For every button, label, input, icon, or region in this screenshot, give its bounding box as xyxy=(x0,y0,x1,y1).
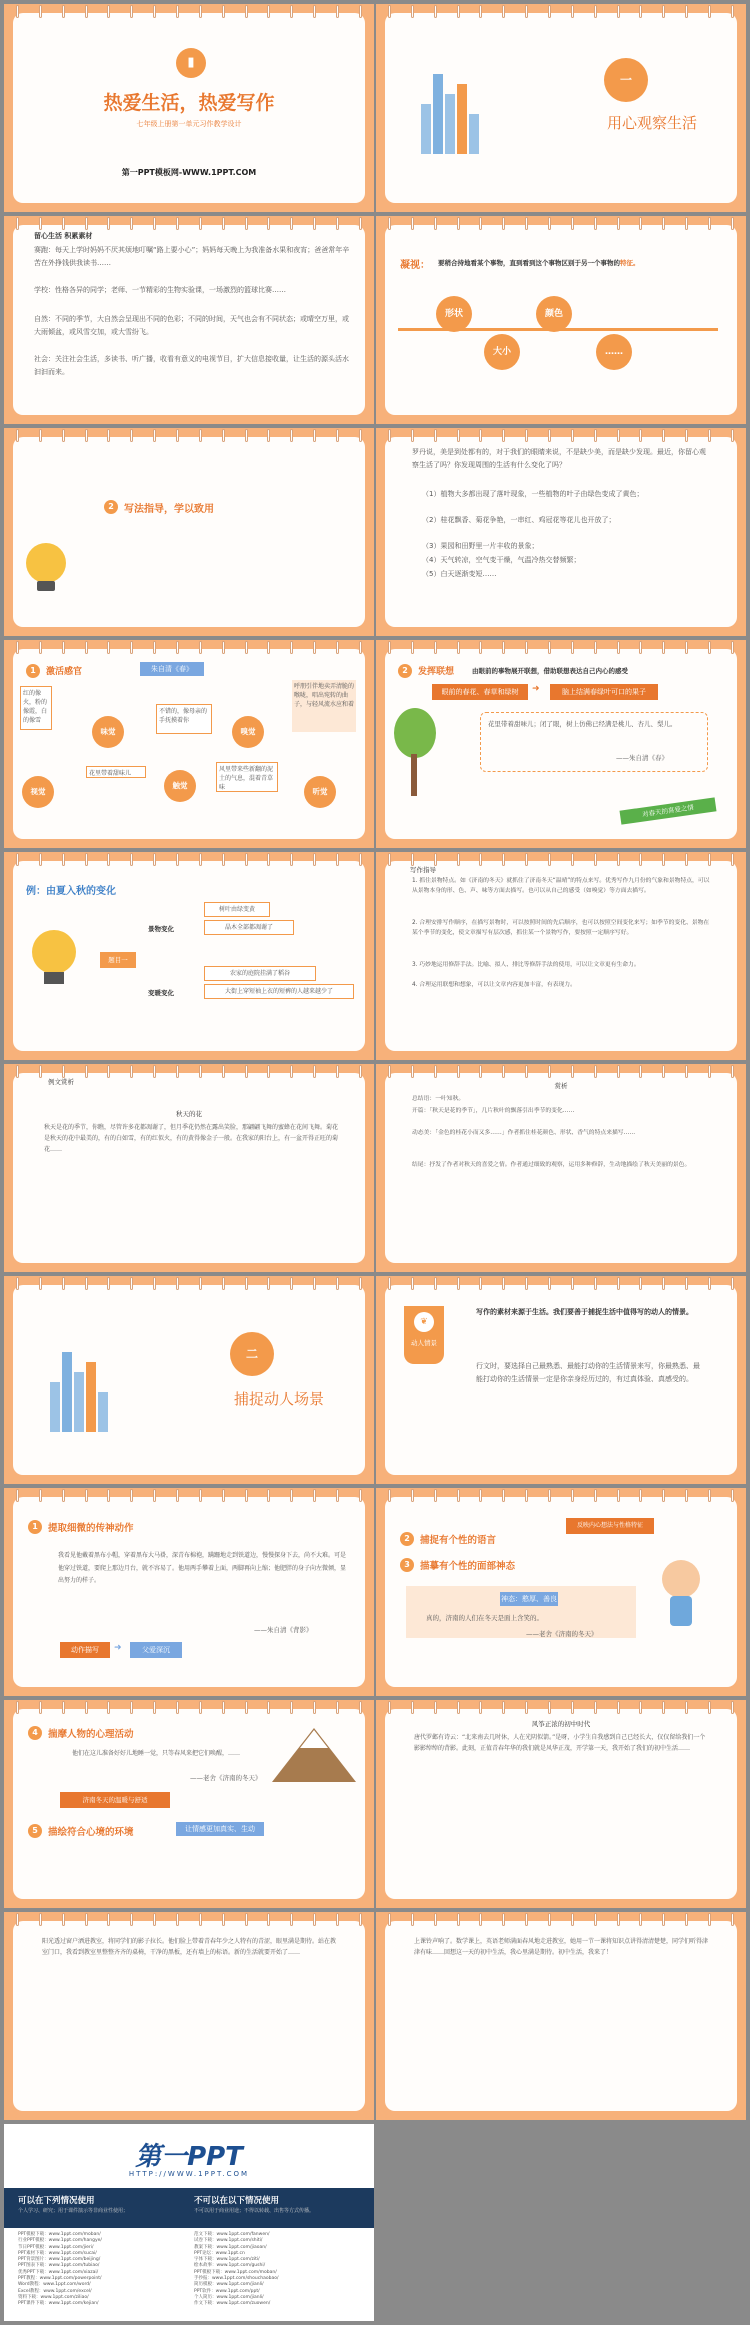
slide-1[interactable] xyxy=(4,4,374,212)
slide-card xyxy=(13,649,365,839)
footer-link[interactable]: PPT课件下载：www.1ppt.com/kejian/ xyxy=(18,2301,99,2307)
footer-link[interactable]: PPT论坛：www.1ppt.cn xyxy=(194,2250,245,2256)
footer-link[interactable]: 行业PPT模板：www.1ppt.com/hangye/ xyxy=(18,2238,102,2244)
imagined-object-box: 脑上结满春绿叶可口的果子 xyxy=(550,684,658,700)
binding-rings xyxy=(16,1701,362,1715)
analysis-4: 结尾：抒发了作者对秋天的喜爱之情。作者通过细致的观察，运用多种修辞，生动地描绘了秋天美丽的景色。 xyxy=(412,1162,691,1168)
slide-10[interactable] xyxy=(376,852,746,1060)
essay-body: 秋天是花的季节，你瞧，尽管许多花都凋谢了，但月季花仍然在露出笑脸，那翩翩飞舞的蜜蜂在花间飞舞。菊花是秋天的花中最美的，有的白如雪，有的红似火，有的黄得像金子一般。在我家的阳台上，有一盆开得正旺的菊花…… xyxy=(44,1124,339,1153)
snow-cap xyxy=(300,1730,328,1748)
quote-text: 真的，济南的人们在冬天是面上含笑的。 xyxy=(426,1614,543,1622)
paragraph-2: 行文时，要选择自己最熟悉、最能打动你的生活情景来写，你最熟悉、最能打动你的生活情景一定是你亲身经历过的，有过真体验、真感受的。 xyxy=(476,1362,700,1383)
sense-hearing: 听觉 xyxy=(304,776,336,808)
binding-rings xyxy=(388,1701,734,1715)
tree-icon xyxy=(386,708,442,796)
binding-rings xyxy=(388,1489,734,1503)
section-number-2: 2 xyxy=(400,1532,414,1546)
binding-rings xyxy=(16,217,362,231)
expression-tag: 神态：憨厚、善良 xyxy=(500,1592,558,1606)
sense-sight: 视觉 xyxy=(22,776,54,808)
slide-17[interactable] xyxy=(4,1700,374,1908)
nose-quote: 风里带来些新翻的泥土的气息，混着青草味 xyxy=(216,762,278,792)
branch-scenery: 景物变化 xyxy=(148,925,174,933)
link-list-left xyxy=(18,2232,188,2308)
section-number: 1 xyxy=(28,1520,42,1534)
essay-body: 上课铃声响了。数学课上，英语老师满面春风地走进教室，她用一节一课将知识点讲得清清楚楚，同学们听得津津有味……回想这一天的初中生活，我心里满是期待。初中生活，我来了！ xyxy=(414,1938,709,1956)
section-title: 用心观察生活 xyxy=(606,114,697,132)
slide-8[interactable] xyxy=(376,640,746,848)
slide-2[interactable] xyxy=(376,4,746,212)
essay-body: 唐代罗邺有诗云：“北来南去几时休，人在光阴似箭。”是呀，小学生自我感到自己已经长大，仅仅留给我们一个影影绰绰的背影。此刻，正值青春年华的我们就是风华正茂，开学第一天，我开始了我们的初中生活…… xyxy=(414,1734,706,1752)
slide-7[interactable] xyxy=(4,640,374,848)
source-tag: 朱自清《春》 xyxy=(140,662,204,676)
forbidden-desc: 不可以用于商业用途；不得以转载、出售等方式传播。 xyxy=(194,2208,315,2214)
paragraph-nature: 自然：不同的季节，大自然会呈现出不同的色彩；不同的时间，天气也会有不同状态；或晴空万里，或大雨倾盆，或风雪交加，或大雪纷飞。 xyxy=(34,315,349,336)
binding-rings xyxy=(16,853,362,867)
tip-3: 3. 巧妙地运用修辞手法。比喻、拟人、排比等修辞手法的使用，可以让文章更有生命力。 xyxy=(412,962,640,968)
footer-link[interactable]: Excel教程：www.1ppt.com/excel/ xyxy=(18,2288,92,2294)
effect-tag: 父爱深沉 xyxy=(130,1642,182,1658)
link-list-right xyxy=(194,2232,364,2308)
analysis-1: 总结语：一叶知秋。 xyxy=(412,1096,465,1102)
quote-author: ——老舍《济南的冬天》 xyxy=(526,1630,598,1638)
slide-18[interactable] xyxy=(376,1700,746,1908)
slide-4[interactable] xyxy=(376,216,746,424)
boy-illustration xyxy=(662,1560,700,1598)
observation-1: （1）植物大多都出现了落叶现象，一些植物的叶子由绿色变成了黄色； xyxy=(422,490,644,498)
intro-text: 罗丹说，美是到处都有的，对于我们的眼睛来说，不是缺少美，而是缺少发现。最近，你留心观察生活了吗？你发现周围的生活有什么变化了吗？ xyxy=(412,448,706,469)
slide-16[interactable] xyxy=(376,1488,746,1696)
technique-tag: 动作描写 xyxy=(60,1642,110,1658)
section-title: 提取细微的传神动作 xyxy=(48,1523,134,1534)
slide-13[interactable] xyxy=(4,1276,374,1484)
slide-11[interactable] xyxy=(4,1064,374,1272)
slide-20[interactable] xyxy=(376,1912,746,2120)
allowed-title: 可以在下列情况使用 xyxy=(18,2196,95,2206)
footer-link[interactable]: 字体下载：www.1ppt.com/ziti/ xyxy=(194,2257,260,2263)
forbidden-title: 不可以在以下情况使用 xyxy=(194,2196,280,2206)
quote-text: 我看见他戴着黑布小帽，穿着黑布大马褂，深青布棉袍，蹒跚地走到铁道边，慢慢探身下去，尚不大难。可是他穿过铁道，要爬上那边月台，就不容易了。他用两手攀着上面，两脚再向上缩；他肥胖的身子向左微倾，显出努力的样子。 xyxy=(58,1552,347,1584)
footer-link[interactable]: 资料下载：www.1ppt.com/ziliao/ xyxy=(18,2294,89,2300)
footer-link[interactable]: 作文下载：www.1ppt.com/zuowen/ xyxy=(194,2301,271,2307)
sight-quote: 红的像火，粉的像霞，白的像雪 xyxy=(20,686,52,730)
present-object-box: 眼前的春花、春草和绿树 xyxy=(432,684,528,700)
leaf-1: 树叶由绿变黄 xyxy=(204,902,270,917)
quote-author: ——朱自清《春》 xyxy=(616,754,668,762)
essay-body: 阳光透过窗户洒进教室，将同学们的影子拉长。他们脸上带着青春年少之人特有的青涩，眼里满是期待。站在教室门口，我看到教室里整整齐齐的桌椅，干净的黑板，还有墙上的标语。新的生活就要开始了…… xyxy=(42,1938,337,1956)
slide-heading: 写作指导 xyxy=(410,866,436,874)
binding-rings xyxy=(388,217,734,231)
footer-link[interactable]: 教案下载：www.1ppt.com/jiaoan/ xyxy=(194,2244,267,2250)
section-number-badge: 二 xyxy=(230,1332,274,1376)
slide-card xyxy=(13,437,365,627)
section-number-3: 3 xyxy=(400,1558,414,1572)
section-title: 捕捉动人场景 xyxy=(233,1390,324,1408)
footer-link[interactable]: 简历模板：www.1ppt.com/jianli/ xyxy=(194,2282,264,2288)
observation-3: （3）果园和田野里一片丰收的景象； xyxy=(422,542,539,550)
paragraph-family: 赛跑：每天上学时妈妈不厌其烦地叮嘱“路上要小心”；妈妈每天晚上为我准备水果和夜宵；爸爸常年辛苦在外挣钱供我读书…… xyxy=(34,246,350,267)
slide-title: 热爱生活，热爱写作 xyxy=(103,92,275,114)
section-number-4: 4 xyxy=(28,1726,42,1740)
binding-rings xyxy=(16,1913,362,1927)
binding-rings xyxy=(388,1065,734,1079)
leaf-icon: ❦ xyxy=(414,1312,434,1332)
slide-14[interactable] xyxy=(376,1276,746,1484)
reading-person-illustration xyxy=(421,64,481,154)
section-title-5: 描绘符合心境的环境 xyxy=(48,1827,134,1838)
section-title: 发挥联想 xyxy=(418,667,455,677)
slide-subtitle: 七年级上册第一单元习作教学设计 xyxy=(136,120,242,128)
quote-author: ——朱自清《背影》 xyxy=(254,1626,313,1634)
purpose-tag: 反映内心想法与性格特征 xyxy=(566,1518,654,1534)
binding-rings xyxy=(16,1277,362,1291)
feature-shape: 形状 xyxy=(436,296,472,332)
analysis-2: 开篇：「秋天是花的季节」，几片秋叶的飘落引出季节的变化…… xyxy=(412,1108,575,1114)
analysis-3: 动态美：「金色的桂花小而又多……」作者抓住桂花颜色、形状、香气的特点来描写…… xyxy=(412,1130,636,1136)
section-title: 激活感官 xyxy=(46,667,83,677)
lightbulb-base xyxy=(37,581,55,591)
example-title: 例：由夏入秋的变化 xyxy=(26,886,116,897)
binding-rings xyxy=(16,641,362,655)
section-title-3: 描摹有个性的面部神态 xyxy=(420,1561,516,1572)
quote-text: 花里带着甜味儿；闭了眼，树上仿佛已经满是桃儿、杏儿、梨儿。 xyxy=(488,720,677,728)
leaf-2: 晶木全部都凋谢了 xyxy=(204,920,294,935)
footer-slide[interactable] xyxy=(4,2124,374,2321)
smell-quote: 花里带着甜味儿 xyxy=(86,766,146,778)
slide-card xyxy=(13,1073,365,1263)
slide-9[interactable] xyxy=(4,852,374,1060)
footer-link[interactable]: PPT模板下载：www.1ppt.com/moban/ xyxy=(194,2269,277,2275)
footer-link[interactable]: 优秀PPT下载：www.1ppt.com/xiazai/ xyxy=(18,2269,99,2275)
section-title-2: 捕捉有个性的语言 xyxy=(420,1535,497,1546)
quote-text: 他们在这儿准备好好儿地睡一觉，只等春风来把它们唤醒，…… xyxy=(72,1750,241,1757)
slide-15[interactable] xyxy=(4,1488,374,1696)
section-subtitle: 由眼前的事物展开联想，借助联想表达自己内心的感受 xyxy=(472,667,628,675)
feature-more: …… xyxy=(596,334,632,370)
slide-heading: 例文赏析 xyxy=(48,1078,74,1086)
sense-smell-2: 嗅觉 xyxy=(232,716,264,748)
lightbulb-base xyxy=(44,972,64,984)
slide-3[interactable] xyxy=(4,216,374,424)
feature-color: 颜色 xyxy=(536,296,572,332)
binding-rings xyxy=(388,1913,734,1927)
footer-link[interactable]: 试卷下载：www.1ppt.com/shiti/ xyxy=(194,2238,263,2244)
footer-link[interactable]: 绘本故事：www.1ppt.com/gushi/ xyxy=(194,2263,266,2269)
book-icon: ▮ xyxy=(176,48,206,78)
mindmap-center: 题目一 xyxy=(100,952,136,968)
paragraph-school: 学校：性格各异的同学；老师、一节精彩的生物实验课，一场激烈的篮球比赛…… xyxy=(34,286,286,294)
reading-person-illustration xyxy=(50,1342,110,1432)
binding-rings xyxy=(16,5,362,19)
badge-label: 动人情景 xyxy=(411,1339,437,1347)
arrow-icon: ➜ xyxy=(114,1643,122,1653)
section-number-5: 5 xyxy=(28,1824,42,1838)
footer-link[interactable]: PPT图表下载：www.1ppt.com/tubiao/ xyxy=(18,2263,100,2269)
section-number: 2 xyxy=(398,664,412,678)
binding-rings xyxy=(388,429,734,443)
lightbulb-icon xyxy=(26,543,66,583)
section-title-4: 揣摩人物的心理活动 xyxy=(48,1729,134,1740)
binding-rings xyxy=(16,1489,362,1503)
binding-rings xyxy=(388,1277,734,1291)
mood-tag: 济南冬天的温暖与舒适 xyxy=(60,1792,170,1808)
quote-author: ——老舍《济南的冬天》 xyxy=(190,1774,262,1782)
footer-link[interactable]: 手抄报：www.1ppt.com/shouchaobao/ xyxy=(194,2276,279,2282)
sense-smell: 味觉 xyxy=(92,716,124,748)
paragraph-1: 写作的素材来源于生活。我们要善于捕捉生活中值得写的动人的情景。 xyxy=(476,1308,693,1316)
brand-logo: 第一PPT xyxy=(135,2142,243,2172)
emotion-badge: 对春天的喜爱之情 xyxy=(619,797,716,824)
effect-tag: 让情感更加真实、生动 xyxy=(176,1822,264,1836)
tip-2: 2. 合理安排写作顺序，在描写景物时，可以按照时间的先后顺序，也可以按照空间变化来写；如季节的变化、景物在某个季节的变化，使文章描写有层次感，抓住某一个景物写作，要按照一定顺序写好。 xyxy=(412,920,710,936)
slide-heading: 赏析 xyxy=(554,1082,568,1090)
sense-touch: 触觉 xyxy=(164,770,196,802)
section-number: 1 xyxy=(26,664,40,678)
leaf-4: 大街上穿短袖上衣的短裤的人越来越少了 xyxy=(204,984,354,999)
observation-2: （2）桂花飘香、菊花争艳，一串红、鸡冠花等花儿也开放了； xyxy=(422,516,616,524)
slide-6[interactable] xyxy=(376,428,746,636)
footer-link[interactable]: 个人简历：www.1ppt.com/jianli/ xyxy=(194,2294,264,2300)
binding-rings xyxy=(388,853,734,867)
binding-rings xyxy=(388,5,734,19)
leaf-3: 农家的庭院挂满了稻谷 xyxy=(204,966,316,981)
slide-12[interactable] xyxy=(376,1064,746,1272)
site-label: 第一PPT模板网-WWW.1PPT.COM xyxy=(121,168,257,177)
section-number-badge: 一 xyxy=(604,58,648,102)
term-definition: 要稍合持地看某个事物，直到看到这个事物区别于另一个事物的特征。 xyxy=(438,259,640,267)
allowed-desc: 个人学习、研究；用于课件演示等非商业性使用； xyxy=(18,2208,129,2214)
essay-title: 秋天的花 xyxy=(176,1110,202,1118)
brand-url: HTTP://WWW.1PPT.COM xyxy=(128,2170,250,2178)
footer-link[interactable]: PPT教程：www.1ppt.com/powerpoint/ xyxy=(18,2276,102,2282)
footer-link[interactable]: PPT背景图片：www.1ppt.com/beijing/ xyxy=(18,2257,101,2263)
binding-rings xyxy=(16,429,362,443)
branch-dress: 变暖变化 xyxy=(148,989,174,997)
essay-title: 风筝正浓的初中时代 xyxy=(531,1720,591,1728)
slide-heading: 留心生活 积累素材 xyxy=(34,232,93,240)
observation-4: （4）天气转凉，空气变干燥，气温冷热交替频繁； xyxy=(422,556,581,564)
slide-5[interactable] xyxy=(4,428,374,636)
hearing-quote: 呼朋引伴地卖弄清脆的喉咙，唱出宛转的曲子，与轻风流水应和着 xyxy=(292,680,356,732)
boy-body xyxy=(670,1596,692,1626)
touch-quote: 不错的，像母亲的手抚摸着你 xyxy=(156,704,212,734)
section-number: 2 xyxy=(104,500,118,514)
footer-link[interactable]: PPT软件：www.1ppt.com/ppt/ xyxy=(194,2288,260,2294)
slide-19[interactable] xyxy=(4,1912,374,2120)
paragraph-society: 社会：关注社会生活，多读书、听广播，收看有意义的电视节目，扩大信息接收量，让生活的源头活水汩汩而来。 xyxy=(34,355,349,376)
footer-link[interactable]: 范文下载：www.1ppt.com/fanwen/ xyxy=(194,2232,270,2237)
tip-4: 4. 合理运用联想和想象，可以让文章内容更加丰富，有表现力。 xyxy=(412,982,576,988)
observation-5: （5）白天逐渐变短…… xyxy=(422,570,497,578)
footer-link[interactable]: PPT素材下载：www.1ppt.com/sucai/ xyxy=(18,2250,97,2256)
section-title: 写法指导，学以致用 xyxy=(124,504,214,515)
tip-1: 1. 抓住景物特点。如《济南的冬天》就抓住了济南冬天“温晴”的特点来写。优秀写作九月份的气象和景物特点，可以从景物本身的形、色、声、味等方面去描写。也可以从自己的感受（如嗅觉）等方面去描写。 xyxy=(412,878,710,894)
footer-link[interactable]: Word教程：www.1ppt.com/word/ xyxy=(18,2282,91,2288)
term-label: 凝视： xyxy=(400,260,430,271)
binding-rings xyxy=(388,641,734,655)
lightbulb-icon xyxy=(32,930,76,974)
footer-link[interactable]: PPT模板下载：www.1ppt.com/moban/ xyxy=(18,2232,101,2237)
footer-link[interactable]: 节日PPT模板：www.1ppt.com/jieri/ xyxy=(18,2244,94,2250)
arrow-icon: ➜ xyxy=(532,684,540,694)
feature-size: 大小 xyxy=(484,334,520,370)
